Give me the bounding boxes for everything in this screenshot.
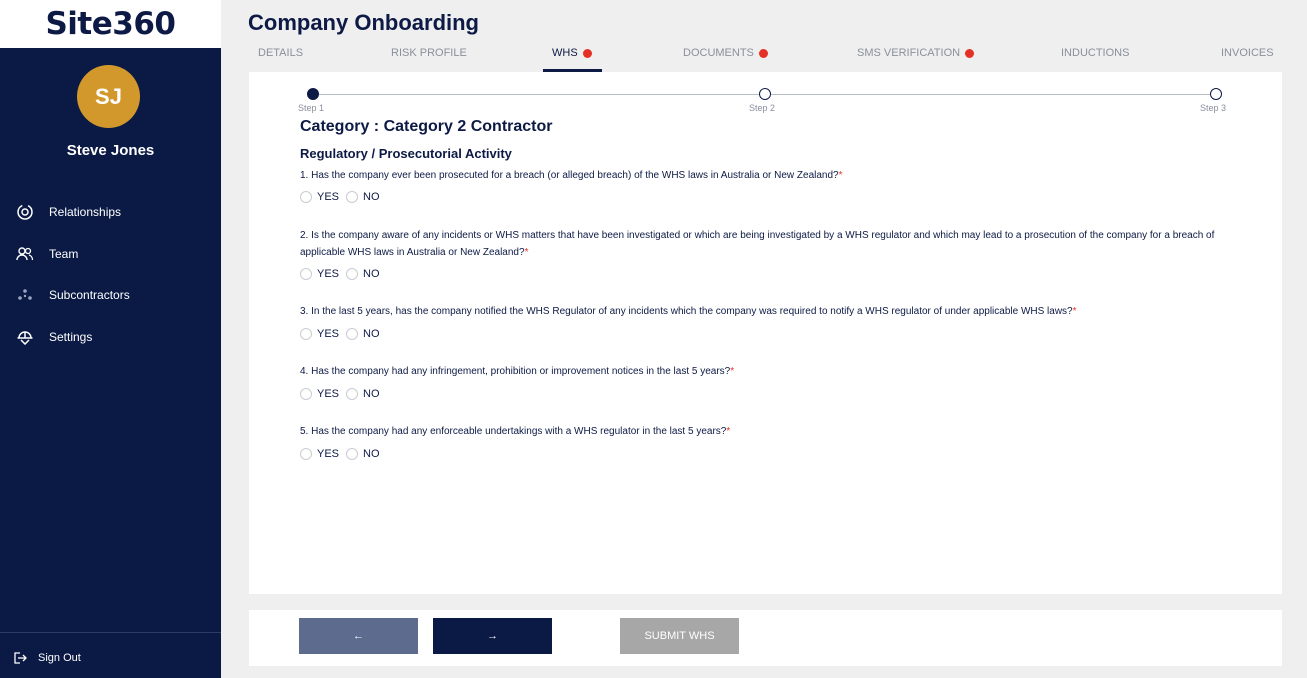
- yes-label: YES: [317, 388, 340, 400]
- tab-documents[interactable]: [683, 47, 768, 59]
- tab-whs[interactable]: [552, 47, 592, 59]
- alert-dot-icon: [965, 49, 974, 58]
- yes-option[interactable]: [300, 388, 339, 400]
- alert-dot-icon: [583, 49, 592, 58]
- yes-option[interactable]: [300, 268, 339, 280]
- question-text: 3. In the last 5 years, has the company notified the WHS Regulator of any incidents which the company was required to notify a WHS regulator of under applicable WHS laws?: [300, 306, 1073, 317]
- radio-button[interactable]: [300, 448, 312, 460]
- yes-option[interactable]: [300, 448, 339, 460]
- question-text: 5. Has the company had any enforceable undertakings with a WHS regulator in the last 5 years?: [300, 426, 727, 437]
- step-2-indicator[interactable]: [759, 88, 771, 100]
- question-5: [300, 423, 1220, 440]
- no-label: NO: [363, 448, 380, 460]
- yes-option[interactable]: [300, 191, 339, 203]
- radio-button[interactable]: [346, 448, 358, 460]
- tab-details[interactable]: [258, 47, 303, 59]
- sidebar-item-label: Relationships: [49, 205, 122, 219]
- question-3: [300, 303, 1220, 320]
- step-1-label: Step 1: [298, 103, 325, 113]
- no-option[interactable]: [346, 388, 380, 400]
- tab-label: INDUCTIONS: [1061, 47, 1130, 59]
- sidebar-item-label: Team: [49, 247, 79, 261]
- tab-label: DOCUMENTS: [683, 47, 754, 59]
- radio-button[interactable]: [300, 191, 312, 203]
- step-3-label: Step 3: [1200, 103, 1227, 113]
- user-name: Steve Jones: [66, 142, 155, 159]
- tab-inductions[interactable]: [1061, 47, 1129, 59]
- question-1-options: [300, 189, 387, 205]
- sidebar-item-subcontractors[interactable]: [14, 284, 130, 306]
- alert-dot-icon: [759, 49, 768, 58]
- yes-label: YES: [317, 448, 340, 460]
- no-option[interactable]: [346, 191, 380, 203]
- form-footer: [249, 610, 1282, 666]
- sidebar-divider: [0, 632, 221, 633]
- sidebar-item-settings[interactable]: [14, 326, 92, 348]
- question-4-options: [300, 386, 387, 402]
- radio-button[interactable]: [300, 328, 312, 340]
- settings-icon: [14, 328, 36, 346]
- no-option[interactable]: [346, 328, 380, 340]
- previous-step-button[interactable]: ←: [299, 618, 418, 654]
- section-heading: Regulatory / Prosecutorial Activity: [300, 146, 512, 161]
- sidebar-item-label: Settings: [49, 330, 93, 344]
- tab-label: INVOICES: [1221, 47, 1274, 59]
- question-3-options: [300, 326, 387, 342]
- relationships-icon: [14, 203, 36, 221]
- radio-button[interactable]: [346, 328, 358, 340]
- team-icon: [14, 245, 36, 263]
- sign-out-icon: [14, 652, 30, 664]
- category-heading: Category : Category 2 Contractor: [300, 118, 553, 135]
- required-marker: *: [524, 247, 529, 258]
- tab-risk-profile[interactable]: [391, 47, 467, 59]
- sidebar-item-label: Subcontractors: [49, 288, 130, 302]
- yes-label: YES: [317, 191, 340, 203]
- question-4: [300, 363, 1220, 380]
- step-1-indicator[interactable]: [307, 88, 319, 100]
- sidebar-item-team[interactable]: [14, 243, 78, 265]
- yes-label: YES: [317, 268, 340, 280]
- tab-invoices[interactable]: [1221, 47, 1274, 59]
- sidebar-item-relationships[interactable]: [14, 201, 121, 223]
- tab-label: RISK PROFILE: [391, 47, 467, 59]
- question-2-options: [300, 266, 387, 282]
- logo-area: [0, 0, 221, 48]
- radio-button[interactable]: [346, 388, 358, 400]
- tab-label: SMS VERIFICATION: [857, 47, 961, 59]
- no-option[interactable]: [346, 448, 380, 460]
- required-marker: *: [730, 366, 735, 377]
- no-label: NO: [363, 191, 380, 203]
- radio-button[interactable]: [346, 191, 358, 203]
- tab-bar: [248, 43, 1282, 71]
- no-label: NO: [363, 328, 380, 340]
- main-content: [249, 72, 1282, 594]
- no-label: NO: [363, 268, 380, 280]
- sign-out-link[interactable]: [14, 648, 81, 668]
- tab-sms-verification[interactable]: [857, 47, 974, 59]
- subcontractors-icon: [14, 286, 36, 304]
- radio-button[interactable]: [300, 268, 312, 280]
- site360-logo[interactable]: Site360: [45, 6, 176, 42]
- question-1: [300, 167, 1220, 184]
- question-5-options: [300, 446, 387, 462]
- page-title: Company Onboarding: [248, 10, 479, 35]
- radio-button[interactable]: [300, 388, 312, 400]
- required-marker: *: [1072, 306, 1077, 317]
- question-text: 1. Has the company ever been prosecuted for a breach (or alleged breach) of the WHS laws in Australia or New Zealand?: [300, 170, 839, 181]
- tab-label: WHS: [552, 47, 578, 59]
- no-label: NO: [363, 388, 380, 400]
- radio-button[interactable]: [346, 268, 358, 280]
- question-text: 2. Is the company aware of any incidents or WHS matters that have been investigated or which are being investigated by a WHS regulator and which may lead to a prosecution of the company for a breach of applicable WHS laws in Australia or New Zealand?: [300, 230, 1215, 258]
- yes-label: YES: [317, 328, 340, 340]
- avatar[interactable]: SJ: [77, 65, 140, 128]
- step-3-indicator[interactable]: [1210, 88, 1222, 100]
- step-2-label: Step 2: [749, 103, 776, 113]
- question-2: [300, 227, 1220, 261]
- no-option[interactable]: [346, 268, 380, 280]
- submit-whs-button[interactable]: SUBMIT WHS: [620, 618, 739, 654]
- required-marker: *: [726, 426, 731, 437]
- tab-label: DETAILS: [258, 47, 304, 59]
- yes-option[interactable]: [300, 328, 339, 340]
- sidebar: [0, 48, 221, 678]
- sign-out-label: Sign Out: [38, 652, 81, 664]
- required-marker: *: [838, 170, 843, 181]
- question-text: 4. Has the company had any infringement, prohibition or improvement notices in the last 5 years?: [300, 366, 731, 377]
- next-step-button[interactable]: →: [433, 618, 552, 654]
